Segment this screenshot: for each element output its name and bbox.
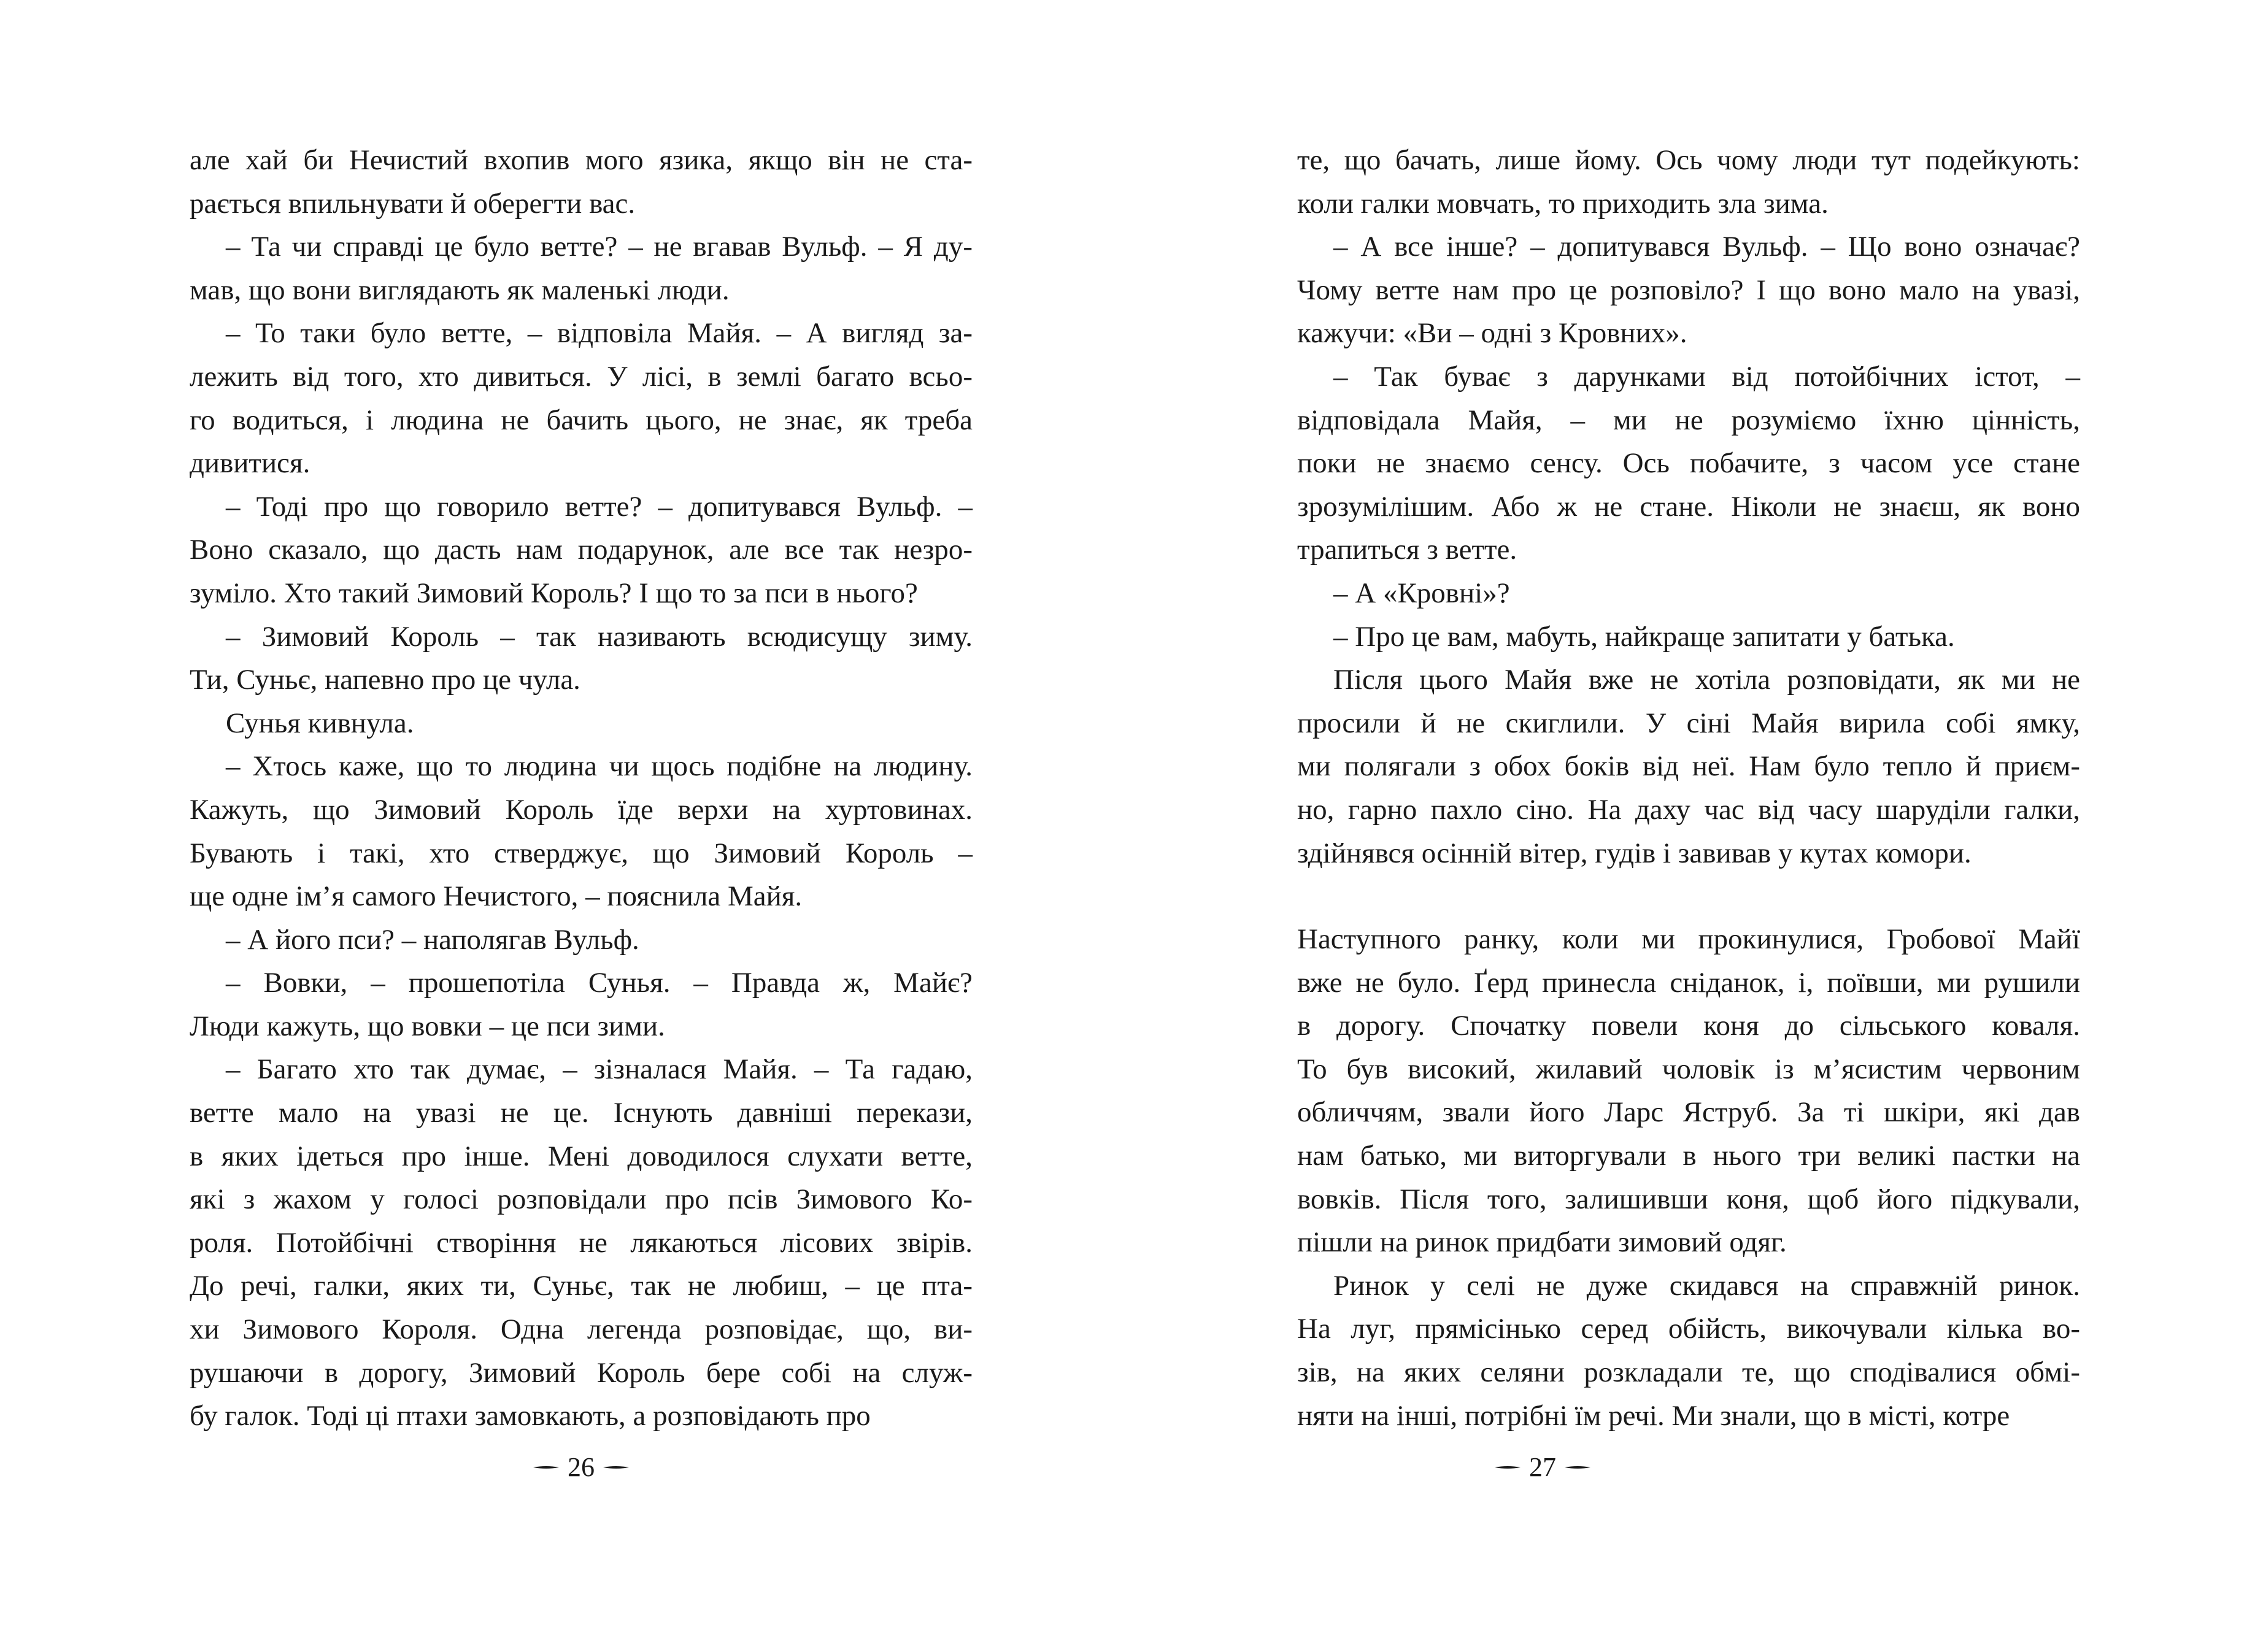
text-line: – А його пси? – наполягав Вульф.	[226, 923, 639, 956]
text-line: нам батько, ми виторгували в нього три великі пастки на	[1297, 1140, 2080, 1172]
paragraph	[1297, 1264, 2080, 1437]
text-line: няти на інші, потрібні їм речі. Ми знали, що в місті, котре	[1297, 1399, 2010, 1432]
text-line: Сунья кивнула.	[226, 707, 414, 739]
text-line: рається впильнувати й оберегти вас.	[190, 187, 636, 220]
paragraph	[1297, 225, 2080, 355]
paragraph	[1297, 658, 2080, 875]
text-line: трапиться з ветте.	[1297, 534, 1517, 566]
left-page-number	[520, 1449, 642, 1486]
text-line: в дорогу. Спочатку повели коня до сільського коваля.	[1297, 1010, 2080, 1042]
paragraph	[190, 702, 973, 745]
folio-ornament-left	[1495, 1466, 1520, 1469]
text-line: відповідала Майя, – ми не розуміємо їхню цінність,	[1297, 404, 2080, 436]
text-line: Кажуть, що Зимовий Король їде верхи на хуртовинах.	[190, 793, 973, 826]
folio-ornament-right	[1565, 1466, 1590, 1469]
text-line: кажучи: «Ви – одні з Кровних».	[1297, 317, 1687, 350]
text-line: обличчям, звали його Ларс Яструб. За ті шкіри, які дав	[1297, 1096, 2080, 1129]
text-line: На луг, прямісінько серед обійсть, викочували кілька во-	[1297, 1313, 2080, 1345]
text-line: але хай би Нечистий вхопив мого язика, якщо він не ста-	[190, 144, 973, 176]
text-line: поки не знаємо сенсу. Ось побачите, з часом усе стане	[1297, 447, 2080, 480]
text-line: До речі, галки, яких ти, Суньє, так не любиш, – це пта-	[190, 1270, 973, 1302]
text-line: – А все інше? – допитувався Вульф. – Що воно означає?	[1333, 231, 2080, 263]
page-number-text: 26	[568, 1452, 595, 1482]
paragraph	[1297, 615, 2080, 659]
text-line: вже не було. Ґерд принесла сніданок, і, поївши, ми рушили	[1297, 966, 2080, 999]
text-line: – Вовки, – прошепотіла Сунья. – Правда ж, Майє?	[226, 967, 973, 999]
paragraph	[190, 225, 973, 312]
paragraph	[1297, 918, 2080, 1264]
paragraph	[1297, 139, 2080, 225]
text-line: бу галок. Тоді ці птахи замовкають, а розповідають про	[190, 1400, 871, 1432]
paragraph	[190, 1048, 973, 1437]
text-line: – Про це вам, мабуть, найкраще запитати у батька.	[1333, 620, 1955, 653]
text-line: коли галки мовчать, то приходить зла зима.	[1297, 187, 1829, 220]
text-line: Бувають і такі, хто стверджує, що Зимовий Король –	[190, 837, 973, 869]
text-line: роля. Потойбічні створіння не лякаються лісових звірів.	[190, 1226, 973, 1259]
text-line: – А «Кровні»?	[1333, 577, 1510, 609]
folio-ornament-right	[603, 1466, 629, 1469]
text-line: ми полягали з обох боків від неї. Нам було тепло й приєм-	[1297, 750, 2080, 783]
paragraph	[1297, 355, 2080, 572]
text-line: те, що бачать, лише йому. Ось чому люди тут подейкують:	[1297, 144, 2080, 176]
paragraph	[190, 312, 973, 485]
text-line: здійнявся осінній вітер, гудів і завивав у кутах комори.	[1297, 837, 1971, 869]
text-line: Ти, Суньє, напевно про це чула.	[190, 664, 580, 696]
text-line: – Тоді про що говорило ветте? – допитувався Вульф. –	[226, 490, 973, 523]
text-line: в яких ідеться про інше. Мені доводилося слухати ветте,	[190, 1140, 973, 1172]
right-page-number	[1481, 1449, 1604, 1486]
text-line: вовків. Після того, залишивши коня, щоб його підкували,	[1297, 1183, 2080, 1215]
text-line: хи Зимового Короля. Одна легенда розповідає, що, ви-	[190, 1313, 973, 1346]
text-line: мав, що вони виглядають як маленькі люди.	[190, 274, 730, 306]
folio-ornament-left	[533, 1466, 559, 1469]
text-line: – Багато хто так думає, – зізналася Майя. – Та гадаю,	[226, 1053, 973, 1086]
text-line: Наступного ранку, коли ми прокинулися, Гробової Майї	[1297, 923, 2080, 956]
text-line: рушаючи в дорогу, Зимовий Король бере собі на служ-	[190, 1356, 973, 1389]
left-page-text	[190, 139, 973, 1438]
text-line: – Зимовий Король – так називають всюдисущу зиму.	[226, 620, 973, 653]
text-line: Ринок у селі не дуже скидався на справжній ринок.	[1333, 1269, 2080, 1302]
text-line: – То таки було ветте, – відповіла Майя. – А вигляд за-	[226, 317, 973, 350]
paragraph	[190, 139, 973, 225]
text-line: го водиться, і людина не бачить цього, не знає, як треба	[190, 404, 973, 436]
text-line: Після цього Майя вже не хотіла розповідати, як ми не	[1333, 664, 2080, 696]
text-line: То був високий, жилавий чоловік із м’ясистим червоним	[1297, 1053, 2080, 1085]
text-line: зуміло. Хто такий Зимовий Король? І що то за пси в нього?	[190, 577, 918, 609]
text-line: які з жахом у голосі розповідали про псів Зимового Ко-	[190, 1183, 973, 1216]
paragraph	[190, 745, 973, 918]
paragraph	[190, 918, 973, 962]
text-line: ще одне ім’я самого Нечистого, – пояснила Майя.	[190, 880, 803, 913]
text-line: Чому ветте нам про це розповіло? І що воно мало на увазі,	[1297, 274, 2080, 306]
text-line: просили й не скиглили. У сіні Майя вирила собі ямку,	[1297, 707, 2080, 739]
paragraph	[190, 615, 973, 702]
text-line: пішли на ринок придбати зимовий одяг.	[1297, 1226, 1787, 1259]
text-line: ветте мало на увазі не це. Існують давніші перекази,	[190, 1097, 973, 1129]
right-page-text	[1297, 139, 2080, 1437]
text-line: Воно сказало, що дасть нам подарунок, але все так незро-	[190, 534, 973, 566]
text-line: лежить від того, хто дивиться. У лісі, в землі багато всьо-	[190, 360, 973, 393]
paragraph	[1297, 572, 2080, 615]
text-line: Люди кажуть, що вовки – це пси зими.	[190, 1010, 665, 1042]
page-number-text: 27	[1529, 1452, 1556, 1482]
text-line: – Хтось каже, що то людина чи щось подібне на людину.	[226, 750, 973, 783]
text-line: зрозумілішим. Або ж не стане. Ніколи не знаєш, як воно	[1297, 490, 2080, 523]
right-page	[1124, 0, 2247, 1652]
text-line: зів, на яких селяни розкладали те, що сподівалися обмі-	[1297, 1356, 2080, 1389]
text-line: но, гарно пахло сіно. На даху час від часу шаруділи галки,	[1297, 793, 2080, 826]
text-line: – Та чи справді це було ветте? – не вгавав Вульф. – Я ду-	[226, 231, 973, 263]
text-line: дивитися.	[190, 447, 310, 480]
paragraph	[190, 961, 973, 1048]
paragraph	[190, 485, 973, 615]
text-line: – Так буває з дарунками від потойбічних істот, –	[1333, 360, 2080, 393]
